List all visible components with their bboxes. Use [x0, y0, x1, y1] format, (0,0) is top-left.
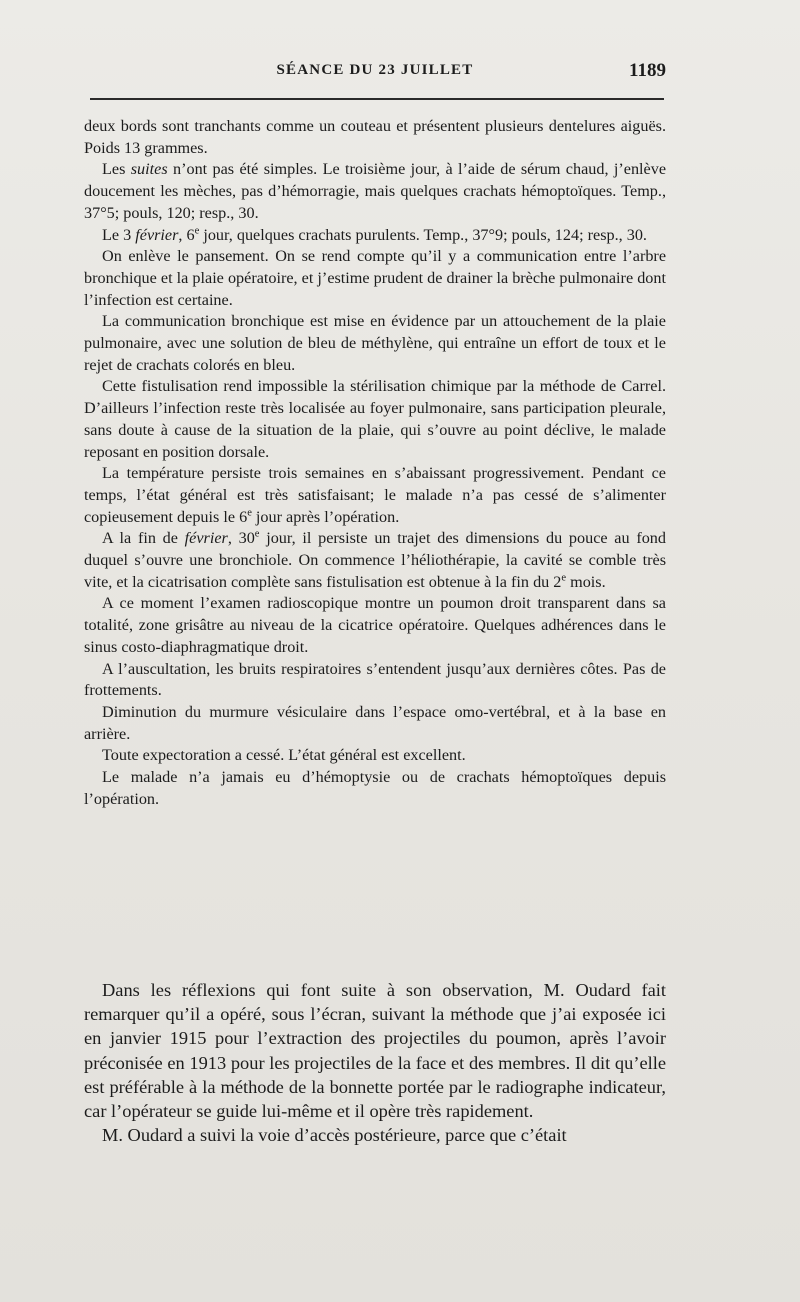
paragraph: Toute expectoration a cessé. L’état général est excellent. — [102, 746, 466, 765]
paragraph: A la fin de février, 30e jour, il persiste un trajet des dimensions du pouce au fond duquel s’ouvre une bronchiole. On commence l’héliothérapie, la cavité se comble très vite, et la cicatrisation complète sans fistulisation est obtenue à la fin du 2e mois. — [84, 528, 666, 591]
paragraph: A ce moment l’examen radioscopique montre un poumon droit transparent dans sa totalité, zone grisâtre au niveau de la cicatrice opératoire. Quelques adhérences dans le sinus costo-diaphragmatique droit. — [84, 594, 666, 656]
page-header — [84, 60, 666, 86]
paragraph: Les suites n’ont pas été simples. Le troisième jour, à l’aide de sérum chaud, j’enlève doucement les mèches, pas d’hémorragie, mais quelques crachats hémoptoïques. Temp., 37°5; pouls, 120; resp., 30. — [84, 160, 667, 222]
paragraph: La communication bronchique est mise en évidence par un attouchement de la plaie pulmonaire, avec une solution de bleu de méthylène, qui entraîne un effort de toux et le rejet de crachats colorés en bleu. — [84, 312, 666, 374]
paragraph: Diminution du murmure vésiculaire dans l’espace omo-vertébral, et à la base en arrière. — [84, 702, 666, 743]
page-number: 1189 — [629, 60, 666, 81]
discussion-text — [84, 978, 666, 1147]
running-title: SÉANCE DU 23 JUILLET — [276, 62, 474, 78]
paragraph: Le 3 février, 6e jour, quelques crachats purulents. Temp., 37°9; pouls, 124; resp., 30. — [102, 225, 647, 244]
paragraph: deux bords sont tranchants comme un couteau et présentent plusieurs dentelures aiguës. Poids 13 grammes. — [84, 117, 666, 157]
paragraph: A l’auscultation, les bruits respiratoires s’entendent jusqu’aux dernières côtes. Pas de frottements. — [84, 659, 666, 700]
header-rule — [90, 98, 664, 100]
observation-text — [84, 116, 666, 811]
paragraph: Cette fistulisation rend impossible la stérilisation chimique par la méthode de Carrel. D’ailleurs l’infection reste très localisée au foyer pulmonaire, sans participation pleurale, sans doute à cause de la situation de la plaie, qui s’ouvre au point déclive, le malade reposant en position dorsale. — [84, 377, 666, 461]
paragraph: La température persiste trois semaines en s’abaissant progressivement. Pendant ce temps, l’état général est très satisfaisant; le malade n’a pas cessé de s’alimenter copieusement depuis le 6e jour après l’opération. — [84, 464, 666, 526]
paragraph: M. Oudard a suivi la voie d’accès postérieure, parce que c’était — [102, 1125, 567, 1146]
paragraph: On enlève le pansement. On se rend compte qu’il y a communication entre l’arbre bronchique et la plaie opératoire, et j’estime prudent de drainer la brèche pulmonaire dont l’infection est certaine. — [84, 247, 666, 309]
paragraph: Le malade n’a jamais eu d’hémoptysie ou de crachats hémoptoïques depuis l’opération. — [84, 768, 666, 808]
paragraph: Dans les réflexions qui font suite à son observation, M. Oudard fait remarquer qu’il a opéré, sous l’écran, suivant la méthode que j’ai exposée ici en janvier 1915 pour l’extraction des projectiles du poumon, après l’avoir préconisée en 1913 pour les projectiles de la face et des membres. Il dit qu’elle est préférable à la méthode de la bonnette portée par le radiographe indicateur, car l’opérateur se guide lui-même et il opère très rapidement. — [84, 980, 666, 1122]
